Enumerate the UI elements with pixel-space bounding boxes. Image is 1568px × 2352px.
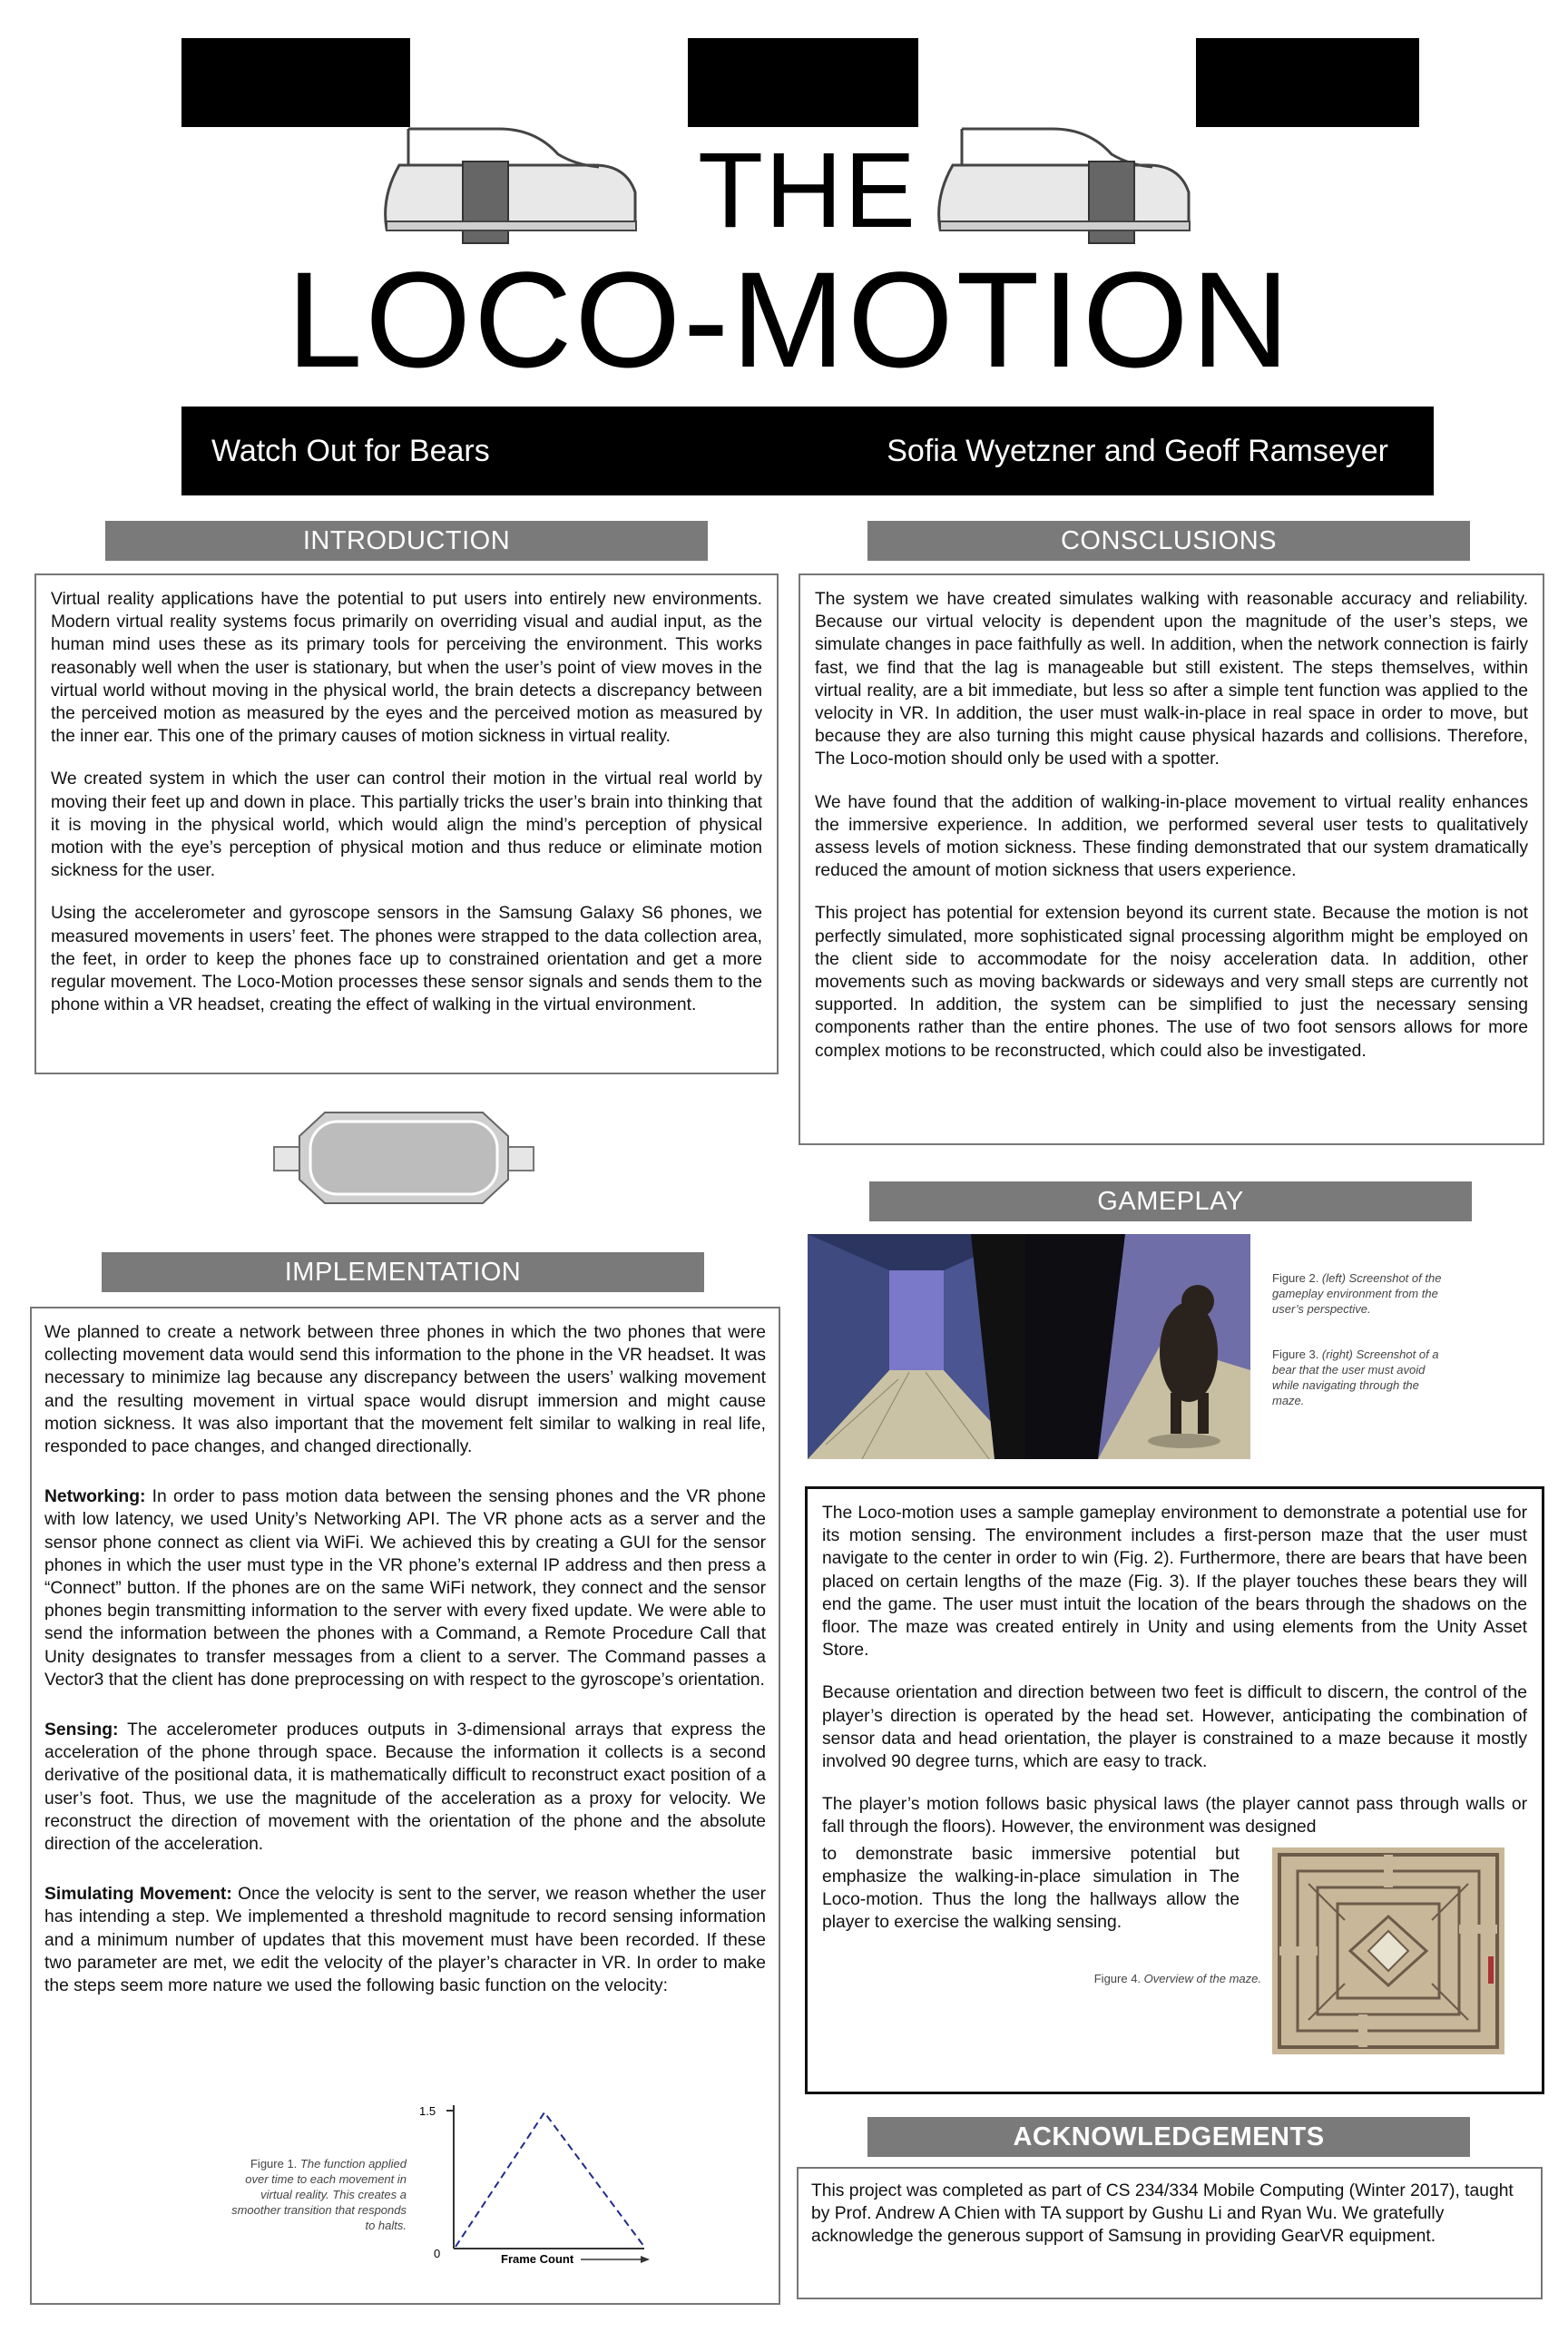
poster-title-line1: THE	[698, 131, 917, 250]
simulating-text: Once the velocity is sent to the server, we reason whether the user has intending a step. We implemented a threshold magnitude to record sensing information and a minimum number of updates that this movement must have been recorded. If these two parameter are met, we edit the velocity of the player’s character in VR. In order to make the steps seem more nature we used the following basic function on the velocity:	[44, 1885, 766, 1996]
tent-function-plot	[417, 2096, 662, 2269]
y-tick-top: 1.5	[419, 2104, 436, 2118]
figure1-caption-text: The function applied over time to each movement in virtual reality. This creates a smoother transition that responds to halts.	[231, 2157, 407, 2232]
poster-authors: Sofia Wyetzner and Geoff Ramseyer	[887, 434, 1388, 468]
header-block-left	[181, 38, 410, 127]
sensing-text: The accelerometer produces outputs in 3-dimensional arrays that express the acceleration of the phone through space. Because the information it collects is a second derivative of the positional data, it is mathematically difficult to reconstruct exact position of a user’s foot. Thus, we use the magnitude of the acceleration as a proxy for velocity. We reconstruct the direction of movement with the orientation of the phone and the absolute direction of the acceleration.	[44, 1720, 766, 1855]
conclusions-paragraph-2: We have found that the addition of walking-in-place movement to virtual reality enhances the immersive experience. In addition, we performed several user tests to qualitatively assess levels of motion sickness. These finding demonstrated that our system dramatically reduced the amount of motion sickness that users experience.	[815, 792, 1528, 881]
implementation-box	[30, 1307, 780, 2305]
introduction-heading: INTRODUCTION	[105, 521, 708, 561]
shoe-right-illustration	[935, 111, 1243, 251]
introduction-box	[34, 573, 779, 1074]
maze-overview-image	[1272, 1847, 1504, 2054]
gameplay-paragraph-1: The Loco-motion uses a sample gameplay environment to demonstrate a potential use for its motion sensing. The environment includes a first-person maze that the user must navigate to the center in order to win (Fig. 2). Furthermore, there are bears that have been placed on certain lengths of the maze (Fig. 3). If the player touches these bears they will end the game. The user must intuit the location of the bears through the shadows on the floor. The maze was created entirely in Unity and using elements from the Unity Asset Store.	[822, 1504, 1527, 1661]
implementation-sensing	[44, 1719, 766, 1856]
introduction-paragraph-2: We created system in which the user can control their motion in the virtual real world by moving their feet up and down in place. This partially tricks the user’s brain into thinking that it is moving in the physical world, which would align the mind’s perception of physical motion with the eye’s perception of physical motion and thus reduce or eliminate motion sickness for the user.	[51, 769, 762, 881]
figure3-caption-label: Figure 3.	[1272, 1348, 1319, 1361]
poster-title-line2: LOCO-MOTION	[287, 243, 1292, 396]
implementation-simulating	[44, 1883, 766, 1997]
figure3-caption	[1272, 1347, 1445, 1408]
acknowledgements-text: This project was completed as part of CS 234/334 Mobile Computing (Winter 2017), taught by Prof. Andrew A Chien with TA support by Gushu Li and Ryan Wu. We gratefully acknowledge the generous support of Samsung in providing GearVR equipment.	[811, 2181, 1514, 2247]
figure2-caption-label: Figure 2.	[1272, 1271, 1319, 1285]
x-axis-label: Frame Count	[501, 2252, 574, 2266]
gameplay-paragraph-wrap: to demonstrate basic immersive potential but emphasize the walking-in-place simulation in The Loco-motion. Thus the long the hallways allow the player to exercise the walking sensing.	[822, 1844, 1240, 1933]
figure4-caption	[1044, 1971, 1261, 1986]
implementation-heading: IMPLEMENTATION	[102, 1252, 704, 1292]
implementation-intro: We planned to create a network between three phones in which the two phones that were collecting movement data would send this information to the phone in the VR headset. It was necessary to minimize lag because any discrepancy between the users’ walking movement and the resulting movement in virtual space would disrupt immersion and might cause motion sickness. It was also important that the movement felt similar to walking in real life, responded to pace changes, and changed directionally.	[44, 1323, 766, 1457]
bear-screenshot	[1025, 1234, 1250, 1459]
acknowledgements-box	[797, 2167, 1543, 2299]
phone-illustration	[270, 1109, 537, 1207]
conclusions-paragraph-1: The system we have created simulates walking with reasonable accuracy and reliability. Because our virtual velocity is dependent upon the magnitude of the user’s steps, we simulate changes in pace faithfully as well. In addition, when the network connection is fairly fast, we find that the lag is manageable but still existent. The steps themselves, within virtual reality, are a bit immediate, but less so after a simple tent function was applied to the velocity in VR. In addition, the user must walk-in-place in real space in order to move, but because they are also turning this might cause physical hazards and collisions. Therefore, The Loco-motion should only be used with a spotter.	[815, 590, 1528, 769]
header-block-center	[688, 38, 918, 127]
acknowledgements-heading: ACKNOWLEDGEMENTS	[867, 2117, 1470, 2157]
conclusions-paragraph-3: This project has potential for extension beyond its current state. Because the motion is not perfectly simulated, more sophisticated signal processing algorithm might be employed on the client side to accommodate for the noisy acceleration data. In addition, other movements such as moving backwards or sideways and very small steps are currently not supported. In addition, the system can be simplified to just the necessary sensing components rather than the entire phones. The use of two foot sensors allows for more complex motions to be reconstructed, which could also be investigated.	[815, 904, 1528, 1061]
shoe-left-illustration	[381, 111, 690, 251]
introduction-paragraph-1: Virtual reality applications have the potential to put users into entirely new environments. Modern virtual reality systems focus primarily on overriding visual and audial input, as the human mind uses these as its primary tools for perceiving the environment. This works reasonably well when the user is stationary, but when the user’s point of view moves in the virtual world without moving in the physical world, the brain detects a discrepancy between the perceived motion as measured by the eyes and the perceived motion as measured by the inner ear. This one of the primary causes of motion sickness in virtual reality.	[51, 590, 762, 747]
conclusions-heading: CONSCLUSIONS	[867, 521, 1470, 561]
gameplay-heading: GAMEPLAY	[869, 1181, 1472, 1221]
simulating-label: Simulating Movement:	[44, 1885, 232, 1905]
networking-label: Networking:	[44, 1487, 146, 1507]
figure4-caption-text: Overview of the maze.	[1141, 1972, 1261, 1985]
figure2-caption-text: (left) Screenshot of the gameplay environment from the user’s perspective.	[1272, 1271, 1442, 1316]
figure2-caption	[1272, 1270, 1445, 1317]
poster-subtitle: Watch Out for Bears	[211, 434, 490, 468]
y-tick-zero: 0	[434, 2247, 441, 2260]
gameplay-paragraph-2: Because orientation and direction between two feet is difficult to discern, the control of the player’s direction is operated by the head set. However, anticipating the combination of sensor data and head orientation, the player is constrained to a maze because it mostly involved 90 degree turns, which are easy to track.	[822, 1683, 1527, 1772]
implementation-networking	[44, 1485, 766, 1691]
introduction-paragraph-3: Using the accelerometer and gyroscope sensors in the Samsung Galaxy S6 phones, we measured movements in users’ feet. The phones were strapped to the data collection area, the feet, in order to keep the phones face up to constrained orientation and get a more regular movement. The Loco-Motion processes these sensor signals and sends them to the phone within a VR headset, creating the effect of walking in the virtual environment.	[51, 904, 762, 1015]
conclusions-box	[799, 573, 1544, 1145]
figure4-caption-label: Figure 4.	[1093, 1972, 1142, 1985]
figure1-caption	[227, 2156, 407, 2233]
gameplay-paragraph-3: The player’s motion follows basic physical laws (the player cannot pass through walls or fall through the floors). However, the environment was designed	[822, 1795, 1527, 1838]
gameplay-screenshot	[808, 1234, 1025, 1459]
figure1-caption-label: Figure 1.	[250, 2157, 298, 2171]
sensing-label: Sensing:	[44, 1720, 119, 1740]
figure3-caption-text: (right) Screenshot of a bear that the user must avoid while navigating through the maze.	[1272, 1348, 1439, 1407]
networking-text: In order to pass motion data between the sensing phones and the VR phone with low latency, we used Unity’s Networking API. The VR phone acts as a server and the sensor phone connect as client via WiFi. We achieved this by creating a GUI for the sensor phones in which the user must type in the VR phone’s external IP address and then press a “Connect” button. If the phones are on the same WiFi network, they connect and the sensor phones begin transmitting information to the server with every fixed update. We were able to send the information between the phones with a Command, a Remote Procedure Call that Unity designates to transfer messages from a client to a server. The Command passes a Vector3 that the client has done preprocessing on with respect to the gyroscope’s orientation.	[44, 1487, 766, 1690]
